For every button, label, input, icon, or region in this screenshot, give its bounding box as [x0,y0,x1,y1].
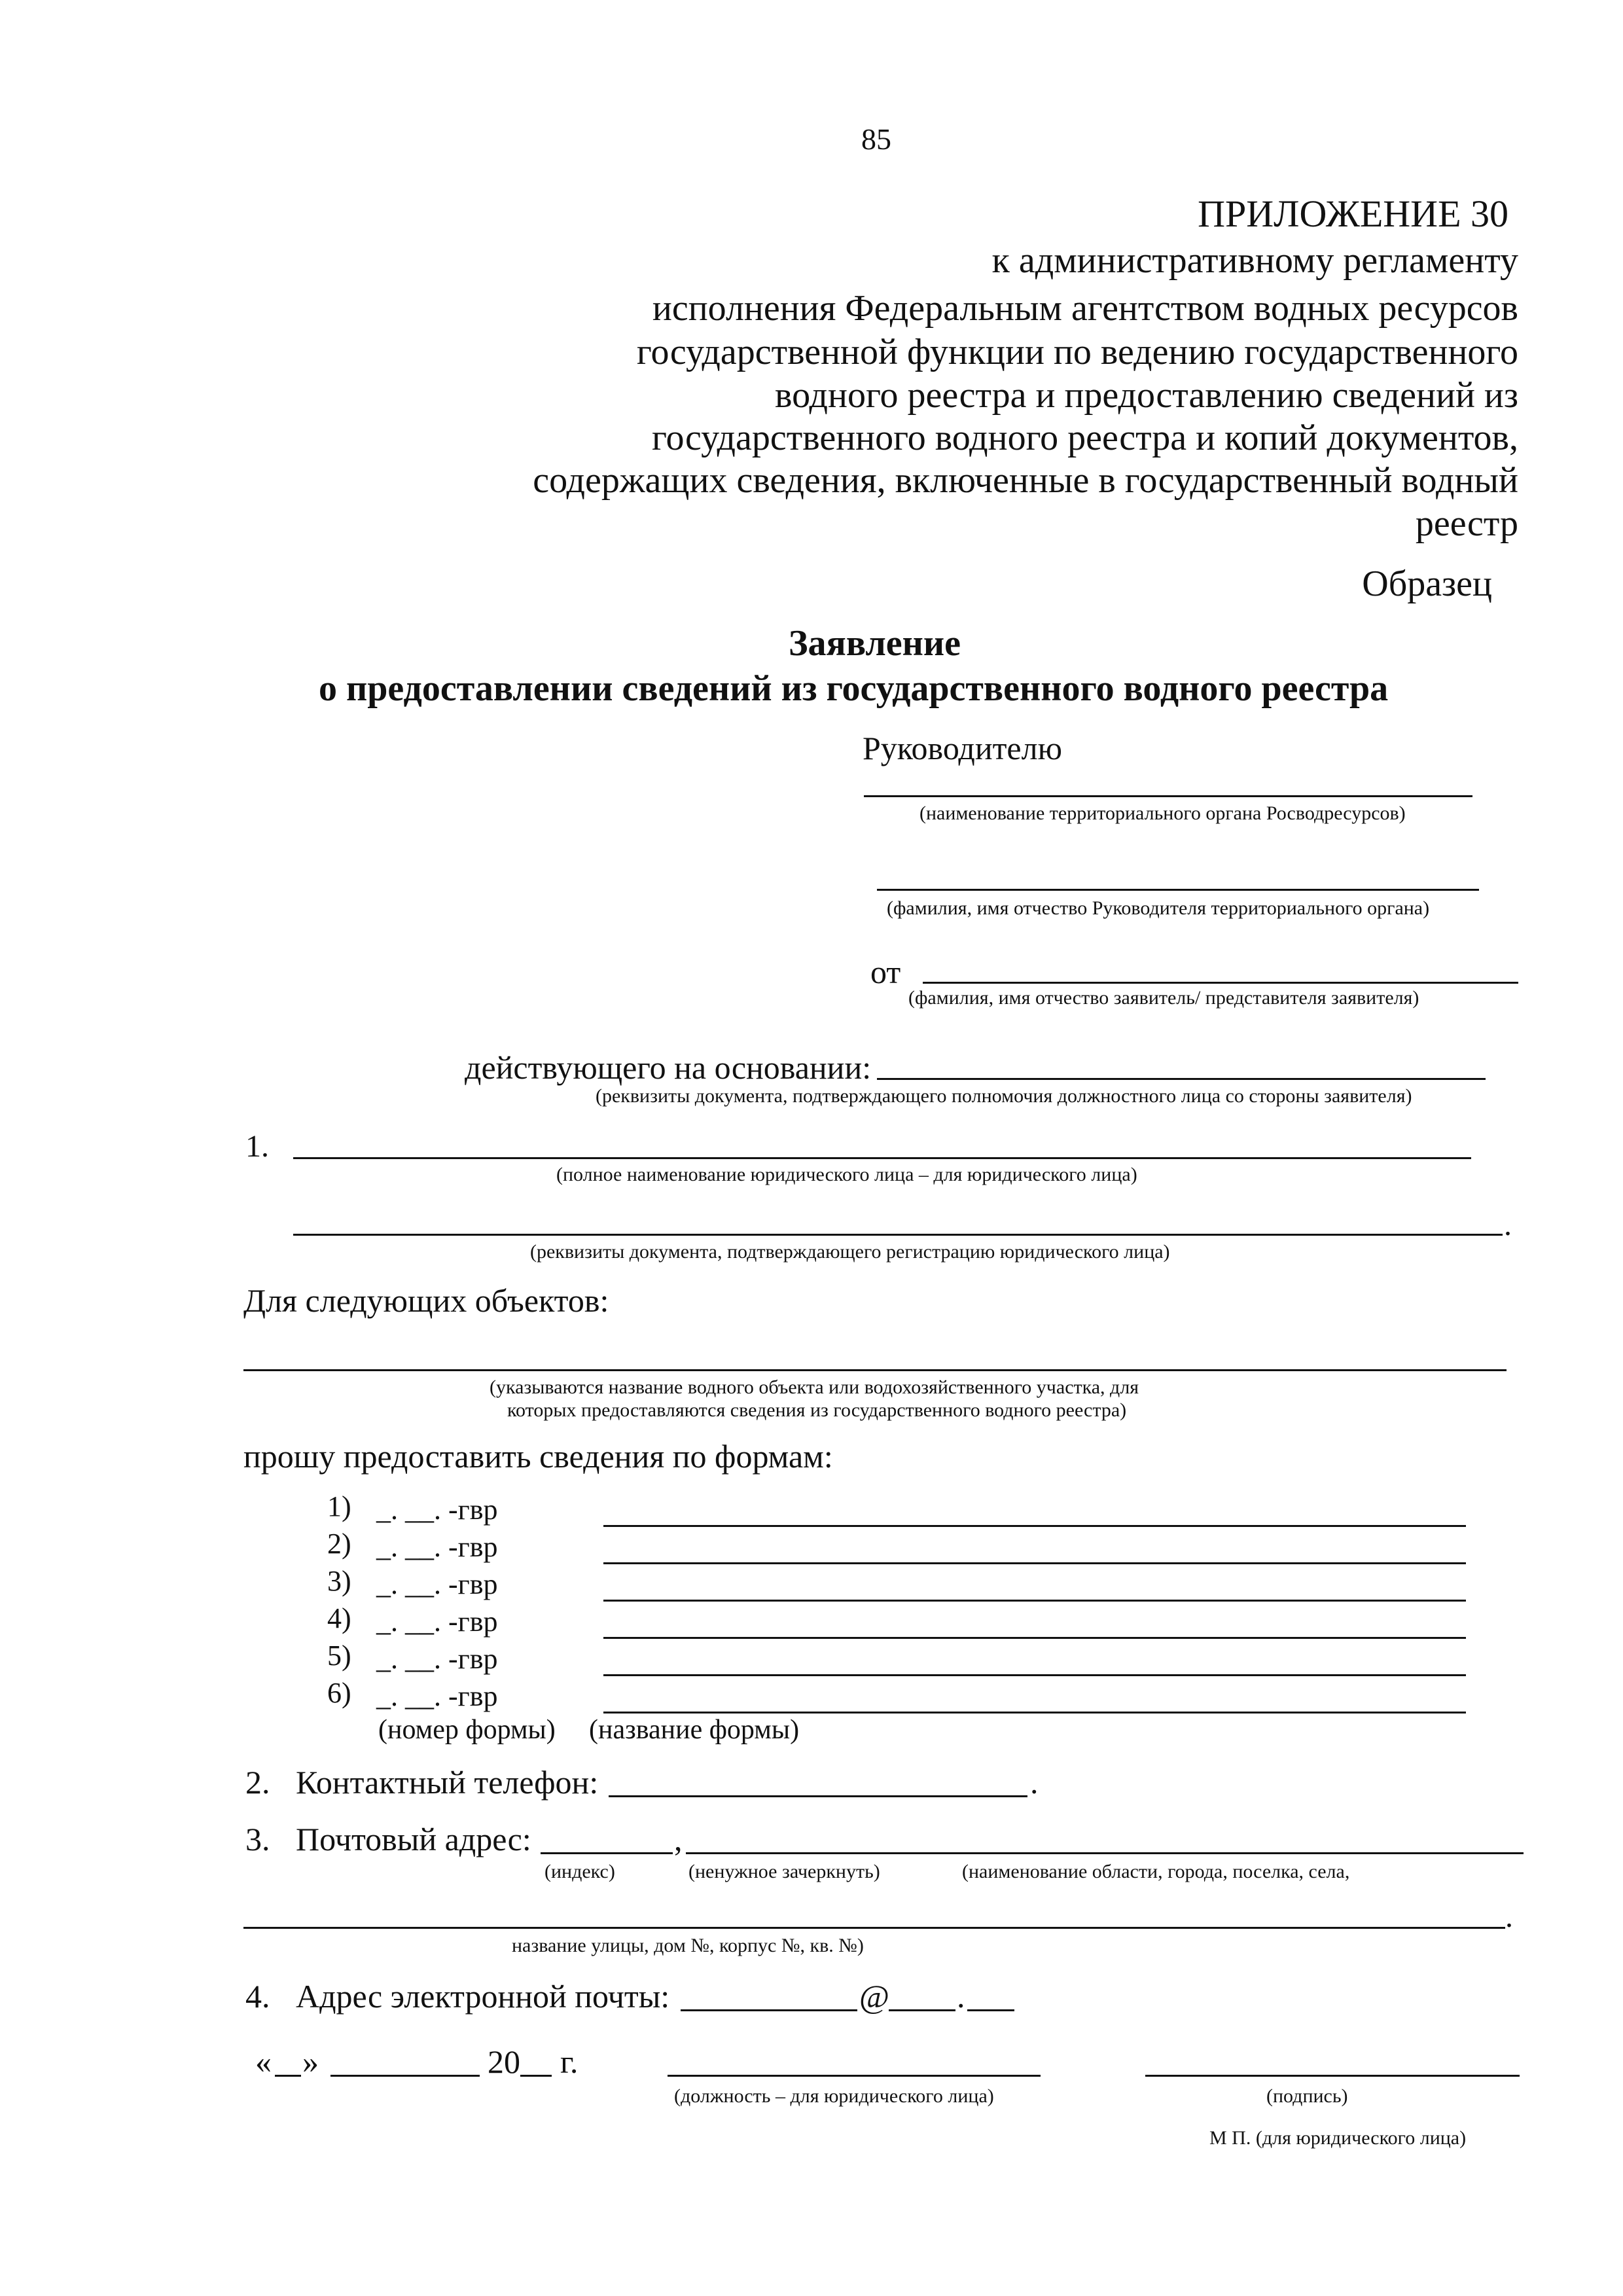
header-line-6: содержащих сведения, включенные в государственный водный [533,460,1518,501]
signature-caption: (подпись) [1266,2085,1348,2107]
form-number-caption: (номер формы) [378,1715,556,1745]
region-caption: (наименование области, города, поселка, села, [962,1861,1350,1882]
header-line-3: государственной функции по ведению государственного [636,332,1518,372]
email-number: 4. [245,1978,270,2015]
strike-caption: (ненужное зачеркнуть) [688,1861,880,1882]
form-name-field-line[interactable] [603,1712,1466,1713]
form-row-number: 1) [327,1490,351,1522]
date-year-prefix: 20 [488,2043,520,2080]
item-1-number: 1. [245,1129,269,1164]
form-name-field-line[interactable] [603,1562,1466,1564]
document-subtitle: о предоставлении сведений из государственного водного реестра [319,668,1389,709]
basis-label: действующего на основании: [465,1049,872,1086]
form-row-number: 4) [327,1602,351,1634]
form-name-field-line[interactable] [603,1600,1466,1602]
form-row-number: 6) [327,1677,351,1709]
phone-number: 2. [245,1764,270,1801]
form-row-code[interactable]: _. __. -гвр [376,1494,498,1526]
position-caption: (должность – для юридического лица) [674,2085,994,2107]
objects-caption-1: (указываются название водного объекта или водохозяйственного участка, для [490,1376,1139,1398]
registration-field-line[interactable] [293,1234,1503,1236]
email-at: @ [859,1978,890,2015]
form-row-code[interactable]: _. __. -гвр [376,1605,498,1638]
date-year-suffix: г. [560,2043,579,2080]
email-label: Адрес электронной почты: [296,1978,670,2015]
page-number: 85 [861,122,891,156]
email-domain-field-line[interactable] [889,2009,955,2011]
email-dot: . [957,1978,965,2015]
legal-name-field-line[interactable] [293,1157,1471,1159]
applicant-field-line[interactable] [923,982,1518,984]
objects-label: Для следующих объектов: [243,1282,609,1319]
forms-label: прошу предоставить сведения по формам: [243,1438,833,1475]
objects-field-line[interactable] [243,1369,1507,1371]
postal-index-field-line[interactable] [541,1852,673,1854]
email-zone-field-line[interactable] [967,2009,1014,2011]
street-caption: название улицы, дом №, корпус №, кв. №) [512,1935,864,1956]
position-field-line[interactable] [668,2075,1041,2077]
addressee-label: Руководителю [863,730,1062,766]
form-row-code[interactable]: _. __. -гвр [376,1531,498,1563]
address-number: 3. [245,1821,270,1857]
registration-caption: (реквизиты документа, подтверждающего регистрацию юридического лица) [530,1241,1170,1263]
form-row-code[interactable]: _. __. -гвр [376,1680,498,1712]
appendix-title: ПРИЛОЖЕНИЕ 30 [1198,192,1508,235]
header-line-4: водного реестра и предоставлению сведений из [775,375,1518,416]
form-row-number: 3) [327,1565,351,1597]
organ-field-line[interactable] [864,795,1472,797]
organ-caption: (наименование территориального органа Росводресурсов) [919,802,1406,824]
form-row-code[interactable]: _. __. -гвр [376,1643,498,1675]
address-label: Почтовый адрес: [296,1821,531,1857]
index-caption: (индекс) [544,1861,615,1882]
date-year-field-line[interactable] [520,2075,552,2077]
form-name-caption: (название формы) [589,1715,800,1745]
phone-field-line[interactable] [609,1795,1027,1797]
stamp-label: М П. (для юридического лица) [1209,2127,1467,2149]
header-line-5: государственного водного реестра и копий документов, [651,418,1518,458]
head-name-caption: (фамилия, имя отчество Руководителя территориального органа) [887,897,1430,919]
from-label: от [870,954,901,990]
form-row-code[interactable]: _. __. -гвр [376,1568,498,1600]
document-title: Заявление [789,623,961,664]
basis-field-line[interactable] [877,1078,1486,1080]
legal-name-caption: (полное наименование юридического лица – для юридического лица) [556,1164,1137,1185]
phone-period: . [1030,1764,1039,1801]
form-name-field-line[interactable] [603,1637,1466,1639]
email-user-field-line[interactable] [681,2009,857,2011]
street-period: . [1505,1899,1513,1934]
sample-label: Образец [1362,564,1492,604]
signature-field-line[interactable] [1145,2075,1520,2077]
form-name-field-line[interactable] [603,1674,1466,1676]
registration-period: . [1504,1208,1512,1242]
phone-label: Контактный телефон: [296,1764,599,1801]
form-row-number: 2) [327,1528,351,1560]
form-row-number: 5) [327,1640,351,1672]
date-quote-open: « [255,2043,272,2080]
header-line-7: реестр [1415,503,1518,544]
form-name-field-line[interactable] [603,1525,1466,1527]
head-name-field-line[interactable] [877,889,1479,891]
objects-caption-2: которых предоставляются сведения из государственного водного реестра) [507,1399,1127,1421]
date-day-field-line[interactable] [275,2075,301,2077]
date-quote-close: » [302,2043,319,2080]
date-month-field-line[interactable] [330,2075,480,2077]
header-line-1: к административному регламенту [991,240,1518,281]
header-line-2: исполнения Федеральным агентством водных ресурсов [652,288,1518,329]
street-field-line[interactable] [243,1927,1505,1929]
basis-caption: (реквизиты документа, подтверждающего полномочия должностного лица со стороны заявителя) [596,1085,1412,1107]
address-comma: , [674,1821,683,1857]
region-field-line[interactable] [686,1852,1524,1854]
applicant-caption: (фамилия, имя отчество заявитель/ представителя заявителя) [908,987,1419,1009]
